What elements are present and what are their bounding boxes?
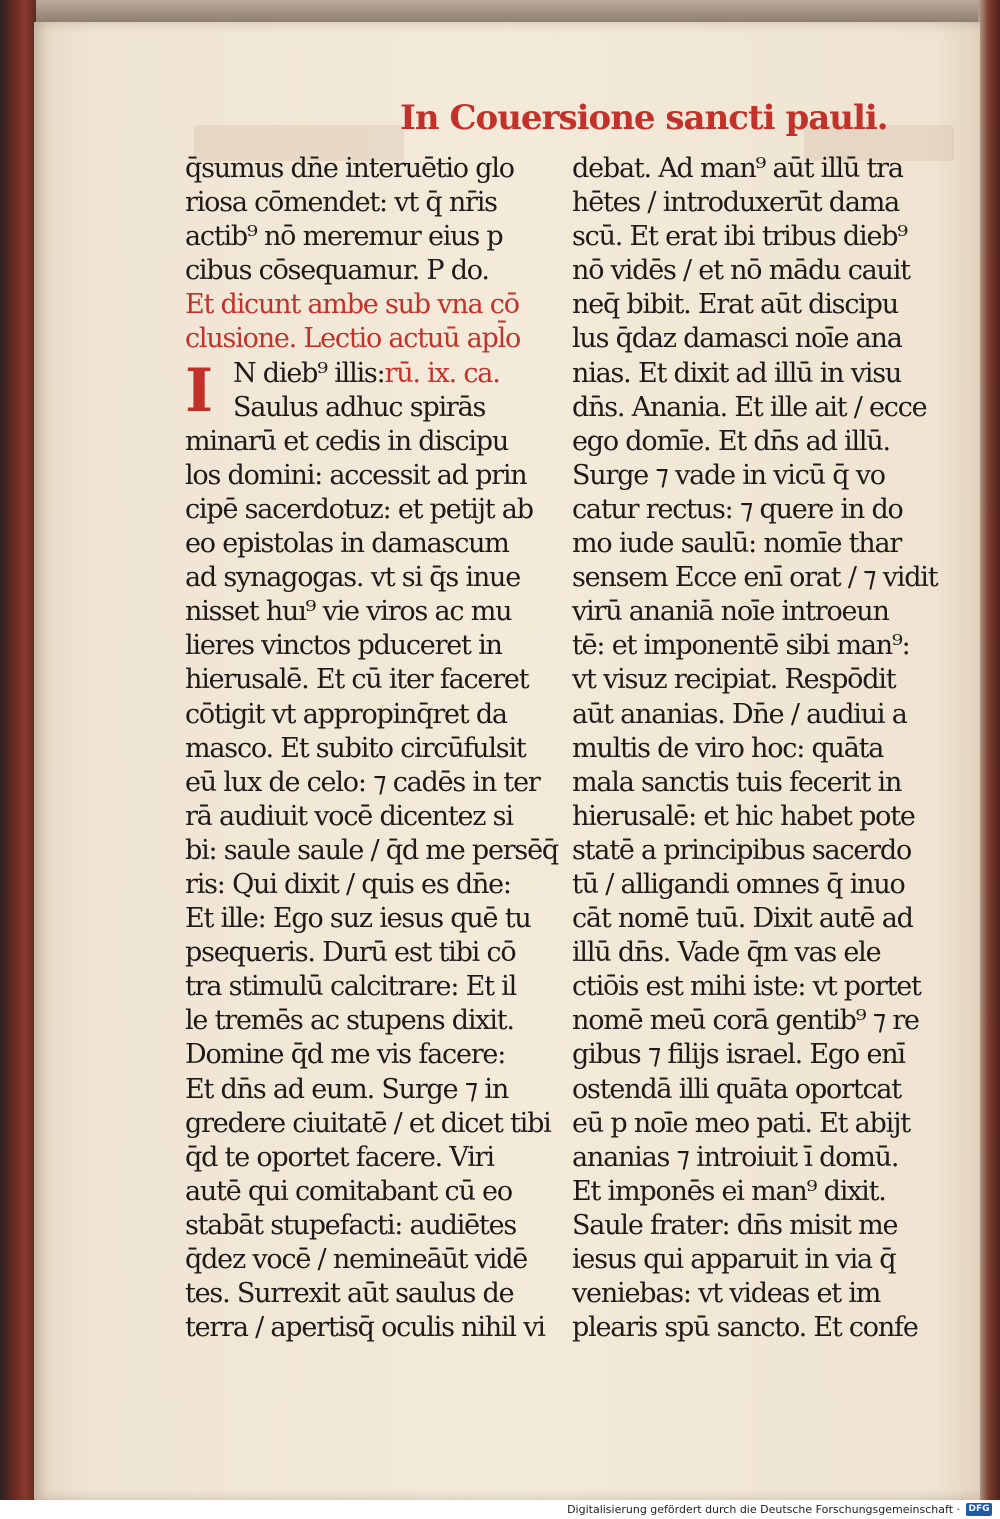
text-line: Saule frater: dn̄s misit me	[572, 1209, 898, 1241]
right-text-column	[572, 152, 938, 1345]
text-line: clusione. Lectio actuū apl̄o	[185, 323, 521, 355]
book-fore-edge	[978, 0, 1000, 1500]
text-line: tes. Surrexit aūt saulus de	[185, 1278, 514, 1310]
text-line: iesus qui apparuit in via q̄	[572, 1244, 896, 1275]
text-line: mala sanctis tuis fecerit in	[572, 766, 902, 798]
text-line: cipē sacerdotuz: et petijt ab	[185, 493, 533, 525]
text-line: tū / alligandi omnes q̄ inuo	[572, 868, 905, 900]
text-line: Et ille: Ego suz iesus quē tu	[185, 903, 531, 935]
text-line: illū dn̄s. Vade q̄m vas ele	[572, 937, 881, 969]
text-line: Et imponēs ei man⁹ dixit.	[572, 1175, 886, 1207]
text-line: q̄sumus dn̄e interuētio glo	[185, 153, 514, 184]
text-line: rā audiuit vocē dicentez si	[185, 800, 513, 832]
text-line: los domini: accessit ad prin	[185, 459, 527, 491]
text-line: vt visuz recipiat. Respōdit	[572, 664, 896, 696]
rubric-reference: rū. ix. ca.	[384, 357, 500, 389]
text-line: virū ananiā noīe introeun	[572, 596, 889, 628]
text-line: tra stimulū calcitrare: Et il	[185, 971, 517, 1003]
text-line: sensem Ecce enī orat / ⁊ vidit	[572, 562, 938, 594]
text-line: neq̄ bibit. Erat aūt discipu	[572, 289, 898, 321]
footer-credit: Digitalisierung gefördert durch die Deutsche Forschungsgemeinschaft ·	[567, 1503, 960, 1516]
text-line: Saulus adhuc spirās	[233, 391, 486, 423]
text-line: eū lux de celo: ⁊ cadēs in ter	[185, 766, 540, 798]
text-line: psequeris. Durū est tibi cō	[185, 937, 516, 969]
text-line: nisset huı⁹ vie viros ac mu	[185, 596, 512, 628]
text-line: actib⁹ nō meremur eius p	[185, 221, 503, 253]
text-line: masco. Et subito circūfulsit	[185, 732, 526, 764]
text-line: eū p noīe meo pati. Et abijt	[572, 1107, 910, 1139]
text-line: mo iude saulū: nomīe thar	[572, 528, 902, 560]
text-line: multis de viro hoc: quāta	[572, 732, 884, 764]
text-line: hierusalē: et hic habet pote	[572, 800, 915, 832]
dfg-logo: DFG	[966, 1503, 992, 1516]
text-line: ad synagogas. vt si q̄s inue	[185, 562, 520, 594]
text-line: scū. Et erat ibi tribus dieb⁹	[572, 221, 907, 253]
text-line: bi: saule saule / q̄d me persēq̄	[185, 834, 558, 866]
text-line: plearis spū sancto. Et confe	[572, 1312, 918, 1344]
text-line: Et dn̄s ad eum. Surge ⁊ in	[185, 1073, 509, 1105]
text-line: terra / apertisq̄ oculis nihil vi	[185, 1312, 545, 1344]
text-line: eo epistolas in damascum	[185, 528, 509, 560]
text-line: stabāt stupefacti: audiētes	[185, 1209, 517, 1241]
text-line: nō vidēs / et nō mādu cauit	[572, 255, 910, 287]
text-line: q̄d te oportet facere. Viri	[185, 1141, 494, 1173]
digitization-footer	[0, 1500, 1000, 1519]
text-line: riosa cōmendet: vt q̄ nr̄is	[185, 187, 497, 219]
text-line: gibus ⁊ filijs israel. Ego enī	[572, 1039, 905, 1071]
text-line: q̄dez vocē / nemineāūt vidē	[185, 1244, 528, 1275]
text-line-content: N dieb⁹ illis:	[233, 357, 385, 389]
text-line: lus q̄daz damasci noīe ana	[572, 323, 902, 355]
text-line: nias. Et dixit ad illū in visu	[572, 357, 902, 389]
text-line: Et dicunt ambe sub vna cō	[185, 289, 519, 321]
book-spine-edge	[0, 0, 36, 1500]
text-line: veniebas: vt videas et im	[572, 1278, 881, 1310]
text-line: ego domīe. Et dn̄s ad illū.	[572, 425, 890, 457]
book-top-edge	[20, 0, 1000, 22]
text-line: cāt nomē tuū. Dixit autē ad	[572, 903, 913, 935]
text-line: ananias ⁊ introiuit ī domū.	[572, 1141, 899, 1173]
text-line: statē a principibus sacerdo	[572, 834, 911, 866]
text-line: ctiōis est mihi iste: vt portet	[572, 971, 921, 1003]
text-line: cibus cōsequamur. P do.	[185, 255, 489, 287]
left-text-column	[185, 152, 558, 1345]
text-line: debat. Ad man⁹ aūt illū tra	[572, 153, 903, 184]
text-line: ostendā illi quāta oportcat	[572, 1073, 901, 1105]
decorated-initial: I	[185, 355, 212, 426]
text-line: le tremēs ac stupens dixit.	[185, 1005, 514, 1037]
text-line: cōtigit vt appropinq̄ret da	[185, 698, 507, 730]
text-line: tē: et imponentē sibi man⁹:	[572, 630, 910, 662]
running-heading: In Couersione sancti pauli.	[400, 98, 888, 138]
text-line: Surge ⁊ vade in vicū q̄ vo	[572, 459, 885, 491]
text-line: dn̄s. Anania. Et ille ait / ecce	[572, 391, 927, 423]
text-line: catur rectus: ⁊ quere in do	[572, 493, 903, 525]
text-line: nomē meū corā gentib⁹ ⁊ re	[572, 1005, 919, 1037]
text-line: aūt ananias. Dn̄e / audiui a	[572, 698, 907, 730]
text-line: minarū et cedis in discipu	[185, 425, 509, 457]
text-line: hētes / introduxerūt dama	[572, 187, 900, 219]
text-line: Domine q̄d me vis facere:	[185, 1039, 506, 1071]
text-line: gredere ciuitatē / et dicet tibi	[185, 1107, 551, 1139]
text-line: hierusalē. Et cū iter faceret	[185, 664, 529, 696]
text-line: ris: Qui dixit / quis es dn̄e:	[185, 868, 511, 900]
text-line: lieres vinctos pduceret in	[185, 630, 502, 662]
text-line: autē qui comitabant cū eo	[185, 1175, 512, 1207]
